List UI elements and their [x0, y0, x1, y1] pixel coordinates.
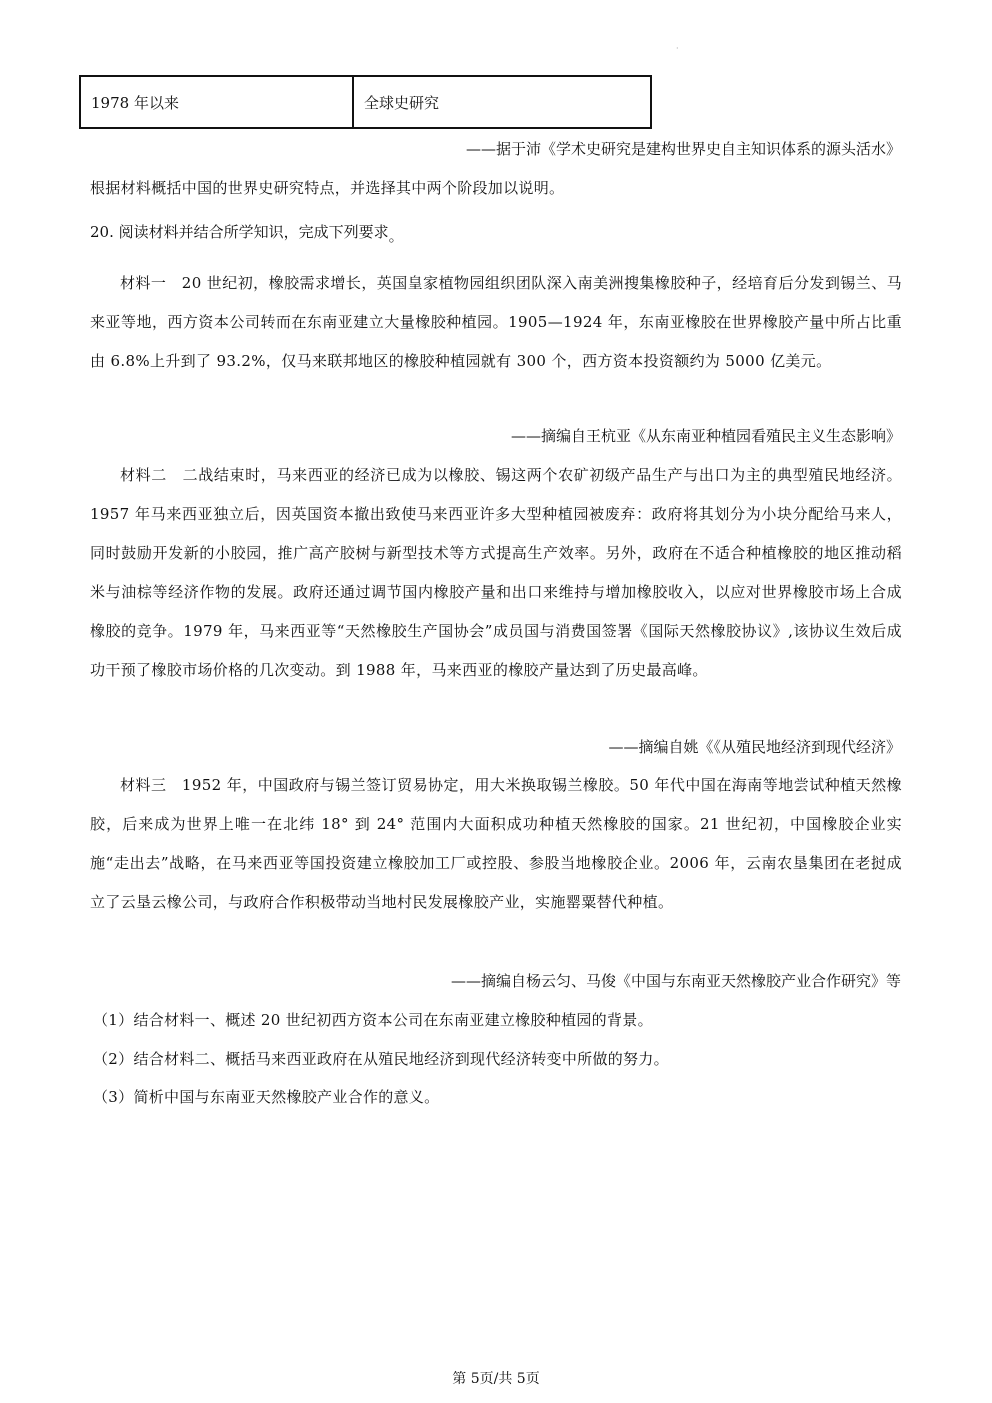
question-20-heading-text: 20. 阅读材料并结合所学知识，完成下列要求: [90, 223, 389, 241]
table-cell-focus: 全球史研究: [353, 76, 651, 128]
material-3-source: ——摘编自杨云匀、马俊《中国与东南亚天然橡胶产业合作研究》等: [450, 972, 901, 990]
material-1-paragraph: 材料一 20 世纪初，橡胶需求增长，英国皇家植物园组织团队深入南美洲搜集橡胶种子，经培育后分发到锡兰、马来亚等地，西方资本公司转而在东南亚建立大量橡胶种植园。1905—1924 年，东南亚橡胶在世界橡胶产量中所占比重由 6.8%上升到了 93.2%，仅马来联邦地区的橡胶种植园就有 300 个，西方资本投资额约为 5000 亿美元。: [90, 274, 902, 370]
scan-speck: ·: [676, 44, 679, 53]
material-1-source: ——摘编自王杭亚《从东南亚种植园看殖民主义生态影响》: [510, 427, 901, 445]
sub-question-1: （1）结合材料一、概述 20 世纪初西方资本公司在东南亚建立橡胶种植园的背景。: [93, 1011, 653, 1029]
period-table: [79, 75, 652, 129]
material-2-paragraph: 材料二 二战结束时，马来西亚的经济已成为以橡胶、锡这两个农矿初级产品生产与出口为主的典型殖民地经济。1957 年马来西亚独立后，因英国资本撤出致使马来西亚许多大型种植园被废弃：政府将其划分为小块分配给马来人，同时鼓励开发新的小胶园，推广高产胶树与新型技术等方式提高生产效率。另外，政府在不适合种植橡胶的地区推动稻米与油棕等经济作物的发展。政府还通过调节国内橡胶产量和出口来维持与增加橡胶收入，以应对世界橡胶市场上合成橡胶的竞争。1979 年，马来西亚等“天然橡胶生产国协会”成员国与消费国签署《国际天然橡胶协议》,该协议生效后成功干预了橡胶市场价格的几次变动。到 1988 年，马来西亚的橡胶产量达到了历史最高峰。: [90, 466, 902, 679]
question-20-heading-period: 。: [388, 227, 404, 245]
material-3-paragraph: 材料三 1952 年，中国政府与锡兰签订贸易协定，用大米换取锡兰橡胶。50 年代中国在海南等地尝试种植天然橡胶，后来成为世界上唯一在北纬 18° 到 24° 范围内大面积成功种植天然橡胶的国家。21 世纪初，中国橡胶企业实施“走出去”战略，在马来西亚等国投资建立橡胶加工厂或控股、参股当地橡胶企业。2006 年，云南农垦集团在老挝成立了云垦云橡公司，与政府合作积极带动当地村民发展橡胶产业，实施罂粟替代种植。: [90, 776, 902, 911]
table-cell-period: 1978 年以来: [80, 76, 353, 128]
table-source-citation: ——据于沛《学术史研究是建构世界史自主知识体系的源头活水》: [465, 140, 901, 158]
question-20-heading: [90, 222, 404, 245]
sub-question-2: （2）结合材料二、概括马来西亚政府在从殖民地经济到现代经济转变中所做的努力。: [93, 1050, 669, 1068]
sub-question-3: （3）简析中国与东南亚天然橡胶产业合作的意义。: [93, 1088, 440, 1106]
material-2-source: ——摘编自姚《《从殖民地经济到现代经济》: [608, 738, 901, 756]
table-row: [80, 76, 651, 128]
page-footer: 第 5页/共 5页: [452, 1371, 540, 1387]
question-19-prompt: 根据材料概括中国的世界史研究特点，并选择其中两个阶段加以说明。: [90, 179, 565, 197]
